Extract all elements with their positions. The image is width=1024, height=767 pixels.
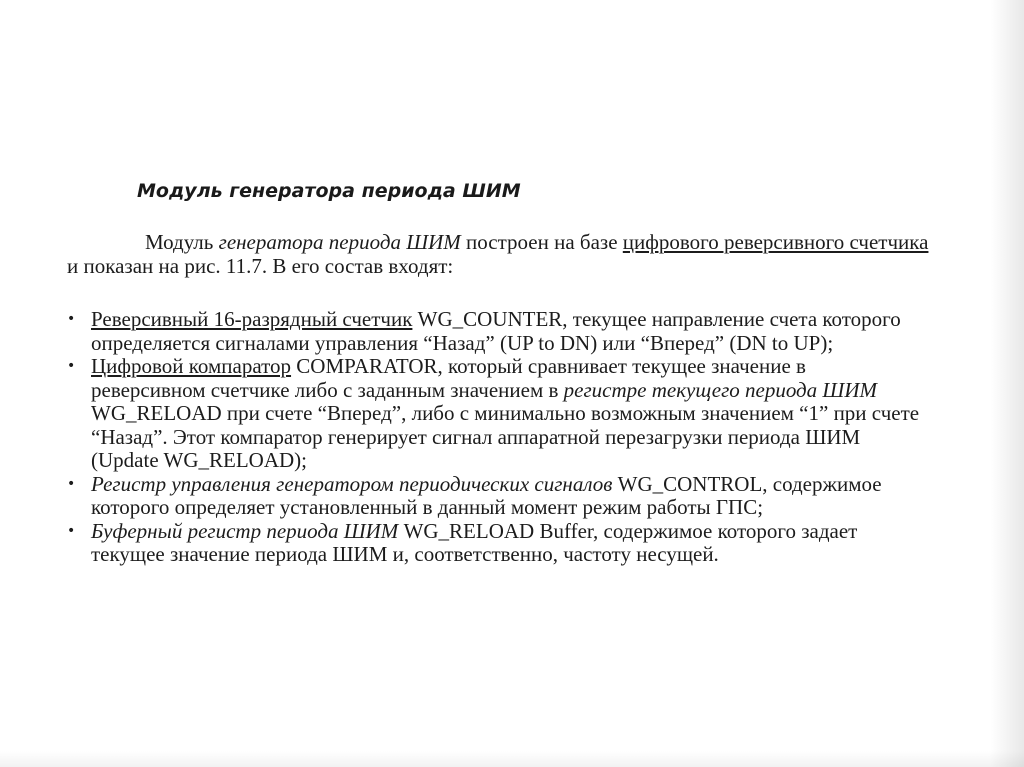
list-item-line: “Назад”. Этот компаратор генерирует сигнал аппаратной перезагрузки периода ШИМ	[91, 424, 861, 449]
list-item-comparator	[67, 355, 919, 473]
underlined-term: Реверсивный 16-разрядный счетчик	[91, 307, 413, 331]
underlined-term: Цифровой компаратор	[91, 354, 292, 378]
list-item-text: реверсивном счетчике либо с заданным значением в	[91, 377, 564, 402]
intro-line-2: и показан на рис. 11.7. В его состав входят:	[67, 253, 454, 278]
intro-italic-term: генератора периода ШИМ	[218, 230, 461, 254]
list-item-line	[91, 379, 919, 403]
italic-term: Буферный регистр периода ШИМ	[91, 518, 399, 543]
list-item-counter	[67, 308, 919, 355]
list-item-text: COMPARATOR, который сравнивает текущее значение в	[291, 354, 806, 378]
list-item-line: текущее значение периода ШИМ и, соответственно, частоту несущей.	[91, 542, 719, 566]
list-item-line	[91, 355, 919, 379]
page-edge-shadow-bottom	[0, 751, 1024, 767]
bullet-symbol: •	[67, 358, 76, 374]
list-item-text: WG_RELOAD Buffer, содержимое которого задает	[398, 518, 858, 543]
list-item-control-register	[67, 473, 919, 520]
intro-text: Модуль	[145, 230, 219, 254]
list-item-text: WG_CONTROL, содержимое	[612, 471, 882, 496]
list-item-line: определяется сигналами управления “Назад” (UP to DN) или “Вперед” (DN to UP);	[91, 330, 834, 355]
list-item-line	[91, 308, 919, 332]
intro-paragraph	[67, 231, 928, 278]
section-heading: Модуль генератора периода ШИМ	[137, 180, 521, 202]
list-item-line: которого определяет установленный в данный момент режим работы ГПС;	[91, 495, 764, 519]
bullet-symbol: •	[67, 522, 76, 539]
list-item-buffer-register	[67, 520, 919, 567]
bullet-symbol: •	[67, 311, 76, 327]
italic-term: Регистр управления генератором периодических сигналов	[91, 471, 613, 496]
list-item-line	[91, 520, 919, 544]
list-item-line: (Update WG_RELOAD);	[91, 448, 307, 472]
italic-term: регистре текущего периода ШИМ	[563, 377, 877, 402]
page-edge-shadow-right	[990, 0, 1024, 767]
bullet-symbol: •	[67, 475, 76, 492]
intro-line-1	[67, 231, 928, 255]
intro-text: построен на базе	[460, 230, 623, 254]
list-item-line: WG_RELOAD при счете “Вперед”, либо с минимально возможным значением “1” при счете	[91, 401, 920, 425]
list-item-line	[91, 473, 919, 497]
intro-underlined-term: цифрового реверсивного счетчика	[622, 230, 929, 254]
component-list	[67, 308, 919, 567]
list-item-text: WG_COUNTER, текущее направление счета которого	[412, 307, 901, 331]
